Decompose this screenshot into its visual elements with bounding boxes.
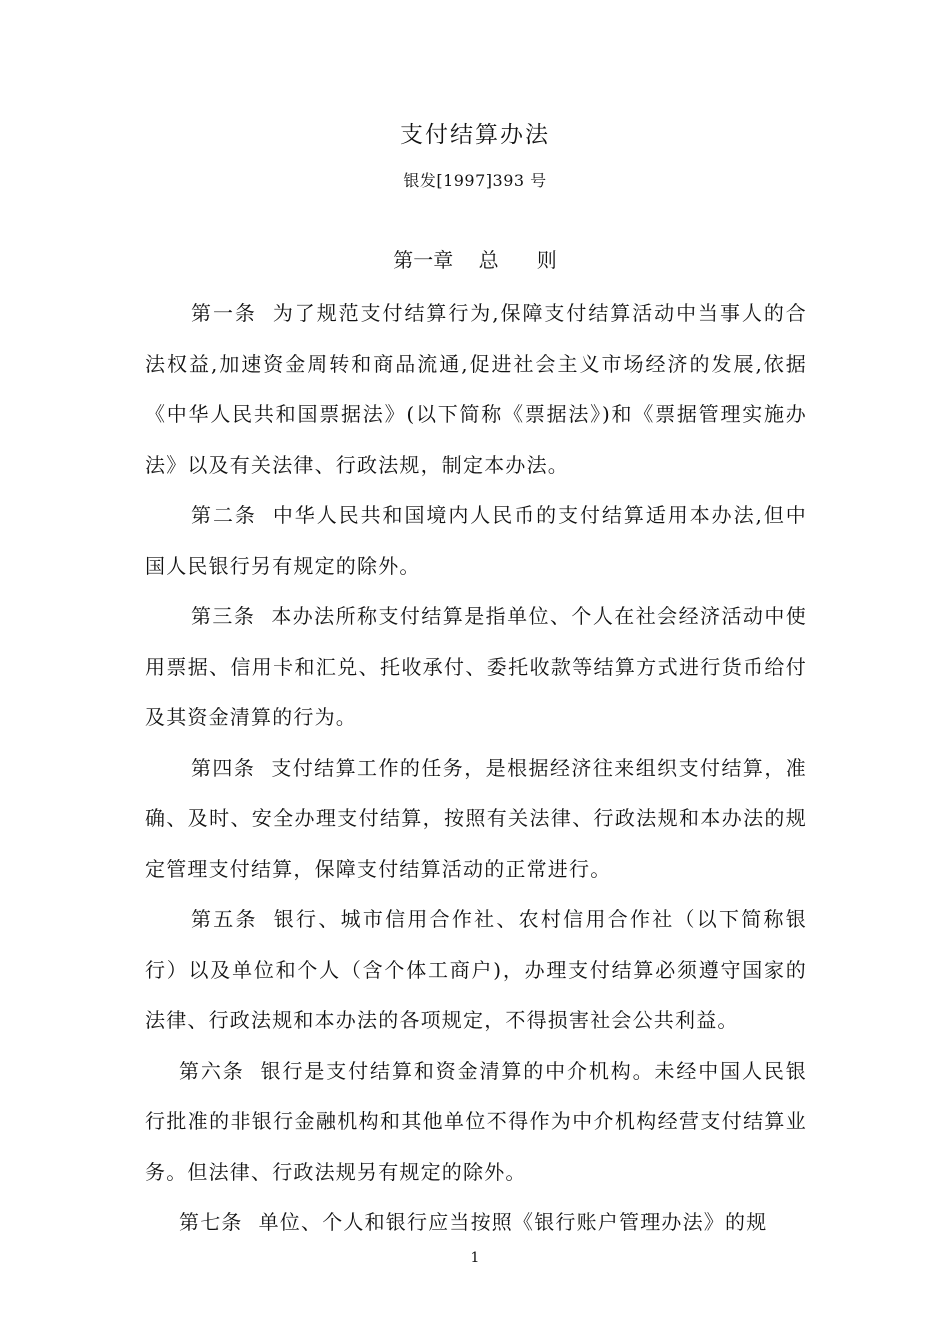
article-text: 本办法所称支付结算是指单位、个人在社会经济活动中使用票据、信用卡和汇兑、托收承付、委托收款等结算方式进行货币给付及其资金清算的行为。 xyxy=(145,604,807,729)
chapter-heading: 第一章 总 则 xyxy=(393,248,557,272)
article-4 xyxy=(145,743,807,895)
article-2 xyxy=(145,490,807,591)
article-text: 支付结算工作的任务，是根据经济往来组织支付结算，准确、及时、安全办理支付结算，按照有关法律、行政法规和本办法的规定管理支付结算，保障支付结算活动的正常进行。 xyxy=(145,755,807,881)
document-title: 支付结算办法 xyxy=(400,122,550,148)
article-6 xyxy=(145,1046,807,1198)
article-1 xyxy=(145,288,807,490)
article-label: 第七条 xyxy=(179,1210,243,1234)
article-5 xyxy=(145,894,807,1046)
article-label: 第五条 xyxy=(191,907,258,931)
article-label: 第二条 xyxy=(191,503,257,527)
document-body xyxy=(145,288,807,1248)
article-text: 单位、个人和银行应当按照《银行账户管理办法》的规 xyxy=(258,1210,768,1234)
article-text: 银行是支付结算和资金清算的中介机构。未经中国人民银行批准的非银行金融机构和其他单位不得作为中介机构经营支付结算业务。但法律、行政法规另有规定的除外。 xyxy=(145,1058,808,1184)
article-text: 为了规范支付结算行为,保障支付结算活动中当事人的合法权益,加速资金周转和商品流通,促进社会主义市场经济的发展,依据《中华人民共和国票据法》(以下简称《票据法》)和《票据管理实施办法》以及有关法律、行政法规，制定本办法。 xyxy=(145,301,807,477)
article-text: 中华人民共和国境内人民币的支付结算适用本办法,但中国人民银行另有规定的除外。 xyxy=(145,503,807,578)
article-label: 第六条 xyxy=(179,1058,245,1083)
article-7 xyxy=(145,1197,807,1248)
article-label: 第三条 xyxy=(191,604,256,628)
document-number: 银发[1997]393 号 xyxy=(403,171,547,190)
article-label: 第四条 xyxy=(191,755,256,780)
article-label: 第一条 xyxy=(191,301,257,325)
article-3 xyxy=(145,591,807,743)
page-number: 1 xyxy=(470,1250,480,1266)
article-text: 银行、城市信用合作社、农村信用合作社（以下简称银行）以及单位和个人（含个体工商户)，办理支付结算必须遵守国家的法律、行政法规和本办法的各项规定，不得损害社会公共利益。 xyxy=(145,907,807,1032)
